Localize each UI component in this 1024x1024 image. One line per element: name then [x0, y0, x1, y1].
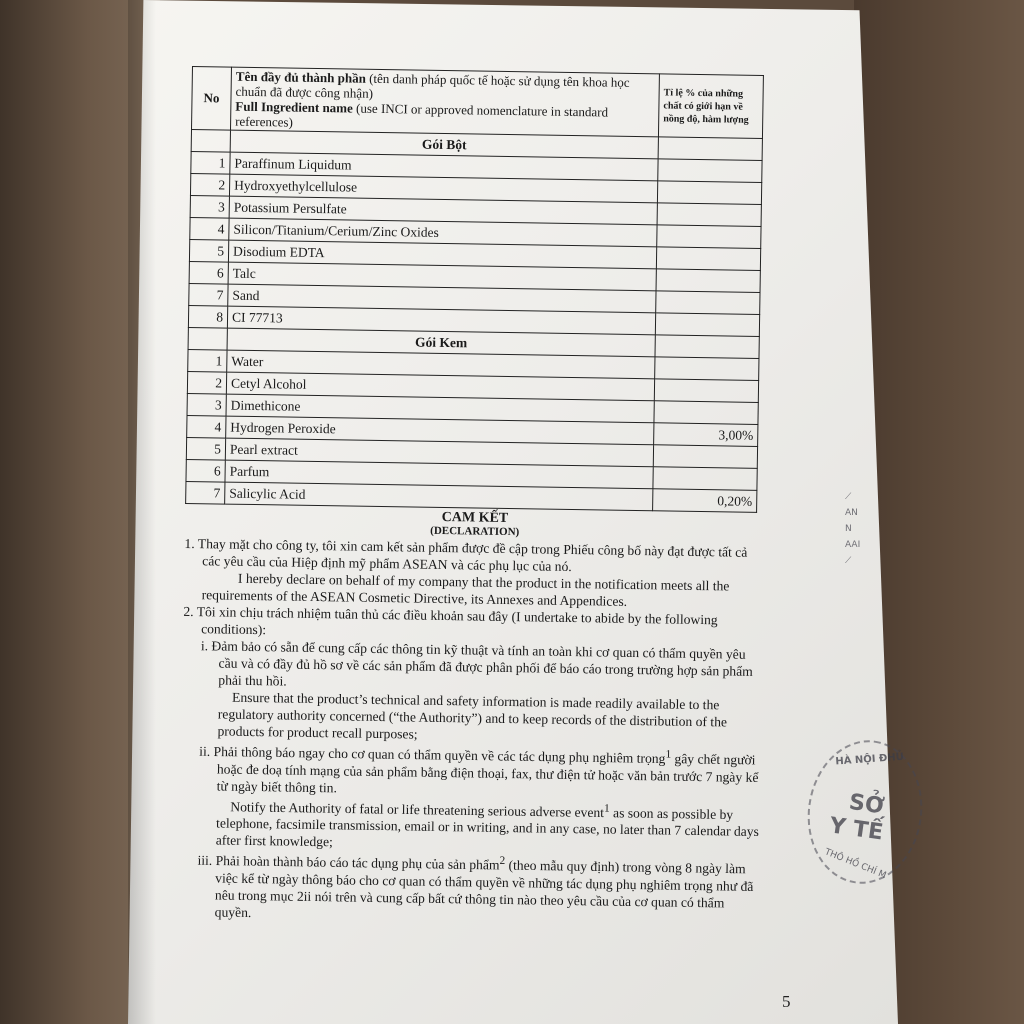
header-name-vi-bold: Tên đầy đủ thành phần [235, 68, 367, 86]
declaration-subtitle: (DECLARATION) [430, 524, 520, 539]
ingredient-name: Silicon/Titanium/Cerium/Zinc Oxides [229, 218, 657, 247]
page-content [179, 66, 782, 929]
declaration-title: CAM KẾT [441, 509, 509, 527]
row-number: 7 [186, 481, 225, 504]
group-empty-cell [658, 137, 762, 161]
header-percent: Tỉ lệ % của những chất có giới hạn về nồng độ, hàm lượng [658, 74, 763, 139]
ingredient-name: Paraffinum Liquidum [230, 152, 658, 181]
ingredient-percent [655, 313, 759, 337]
ingredient-name: Water [227, 350, 655, 379]
ingredient-percent [657, 181, 761, 205]
ingredient-name: Sand [228, 284, 656, 313]
row-number: 3 [187, 393, 226, 416]
ingredient-percent [654, 379, 758, 403]
ingredient-percent: 0,20% [653, 489, 757, 513]
condition-ii-vi-a: ii. Phải thông báo ngay cho cơ quan có thẩm quyền về các tác dụng phụ nghiêm trọng [199, 743, 666, 767]
footnote-ref: 1 [604, 802, 610, 815]
ingredient-name: Talc [228, 262, 656, 291]
declaration-item-1-vi: 1. Thay mặt cho công ty, tôi xin cam kết sản phẩm được đề cập trong Phiếu công bố này đạt được tất cả các yêu cầu của Hiệp định mỹ phẩm ASEAN và các phụ lục của nó. [184, 535, 748, 575]
declaration-section [179, 507, 765, 929]
condition-iii-vi-b: (theo mẫu quy định) trong vòng 8 ngày làm việc kể từ ngày thông báo cho cơ quan có thẩm quyền về những tác dụng phụ nghiêm trọng như đã nêu trong mục 2ii nói trên và cung cấp bất cứ thông tin nào theo yêu cầu của cơ quan có thẩm quyền. [214, 857, 754, 920]
group-empty-cell [191, 130, 230, 153]
ingredient-percent [658, 159, 762, 183]
row-number: 6 [186, 459, 225, 482]
table-header-row [192, 67, 764, 139]
ingredient-name: Pearl extract [225, 438, 653, 467]
ingredient-percent [656, 291, 760, 315]
row-number: 3 [190, 195, 229, 218]
condition-i-vi: i. Đảm bảo có sẵn để cung cấp các thông tin kỹ thuật và tính an toàn khi cơ quan có thẩm quyền yêu cầu và có đầy đủ hồ sơ về các sản phẩm đã được phân phối để báo cáo trong trường hợp sản phẩm phải thu hồi. [200, 638, 753, 689]
row-number: 7 [189, 283, 228, 306]
ingredient-percent [653, 445, 757, 469]
ingredient-name: Potassium Persulfate [229, 196, 657, 225]
row-number: 4 [190, 217, 229, 240]
declaration-item-1-en: I hereby declare on behalf of my company that the product in the notification meets all the requirements of the ASEAN Cosmetic Directive, its Annexes and Appendices. [201, 570, 730, 609]
ingredient-name: Salicylic Acid [225, 482, 653, 511]
ingredient-table [185, 66, 764, 513]
condition-ii-en [180, 793, 761, 857]
condition-ii-vi [181, 739, 762, 803]
footnote-ref: 1 [665, 748, 672, 761]
ingredient-percent [656, 247, 760, 271]
condition-ii-en-b: as soon as possible by telephone, facsimile transmission, email or in writing, and in any case, no later than 7 calendar days after first knowledge; [215, 804, 759, 850]
condition-i-en: Ensure that the product’s technical and safety information is made readily available to the regulatory authority concerned (“the Authority”) and to keep records of the distribution of the products for product recall purposes; [217, 689, 728, 742]
declaration-item-2: 2. Tôi xin chịu trách nhiệm tuân thủ các điều khoản sau đây (I undertake to abide by the following conditions): [183, 603, 718, 638]
ingredient-name: Disodium EDTA [228, 240, 656, 269]
row-number: 1 [188, 349, 227, 372]
stamp-top-text: HÀ NỘI ĐHỦ [835, 751, 905, 768]
row-number: 1 [191, 151, 230, 174]
stamp-bottom-text: THÔ HỒ CHÍ M [823, 847, 888, 882]
condition-ii-en-a: Notify the Authority of fatal or life threatening serious adverse event [230, 798, 605, 820]
header-name-vi-rest: (tên danh pháp quốc tế hoặc sử dụng tên khoa học chuẩn đã được công nhận) [235, 70, 630, 101]
ingredient-percent [654, 401, 758, 425]
row-number: 4 [187, 415, 226, 438]
signature-marks: ⟋ AN N AAI ⟋ [845, 492, 861, 566]
ingredient-name: Hydrogen Peroxide [226, 416, 654, 445]
ingredient-percent [656, 269, 760, 293]
row-number: 2 [190, 173, 229, 196]
ingredient-percent [655, 357, 759, 381]
row-number: 6 [189, 261, 228, 284]
ingredient-name: Dimethicone [226, 394, 654, 423]
ingredient-name: Parfum [225, 460, 653, 489]
paper-shadow [128, 0, 156, 1024]
condition-iii-vi [179, 848, 760, 929]
row-number: 2 [187, 371, 226, 394]
row-number: 5 [189, 239, 228, 262]
row-number: 8 [188, 305, 227, 328]
stamp-line-1: SỞ [847, 789, 886, 820]
condition-iii-vi-a: iii. Phải hoàn thành báo cáo tác dụng phụ của sản phẩm [197, 852, 500, 873]
header-ingredient-name [230, 67, 659, 137]
ingredient-percent [657, 203, 761, 227]
table-body [186, 130, 763, 513]
ingredient-percent: 3,00% [654, 423, 758, 447]
header-name-en-bold: Full Ingredient name [235, 98, 353, 116]
ingredient-percent [657, 225, 761, 249]
group-title: Gói Kem [227, 328, 655, 357]
group-empty-cell [188, 327, 227, 350]
ingredient-percent [653, 467, 757, 491]
group-empty-cell [655, 335, 759, 359]
ingredient-name: CI 77713 [227, 306, 655, 335]
group-title: Gói Bột [230, 130, 658, 159]
header-no: No [192, 67, 232, 131]
header-name-en-rest: (use INCI or approved nomenclature in standard references) [235, 100, 609, 130]
condition-ii-vi-b: gây chết người hoặc đe doạ tính mạng của sản phẩm bằng điện thoại, fax, thư điện tử hoặc văn bản trước 7 ngày kể từ ngày biết thông tin. [216, 751, 759, 795]
row-number: 5 [186, 437, 225, 460]
footnote-ref: 2 [499, 854, 506, 868]
stamp-line-2: Y TẾ [828, 813, 885, 846]
page-number: 5 [782, 992, 791, 1011]
ingredient-name: Hydroxyethylcellulose [229, 174, 657, 203]
ingredient-name: Cetyl Alcohol [226, 372, 654, 401]
